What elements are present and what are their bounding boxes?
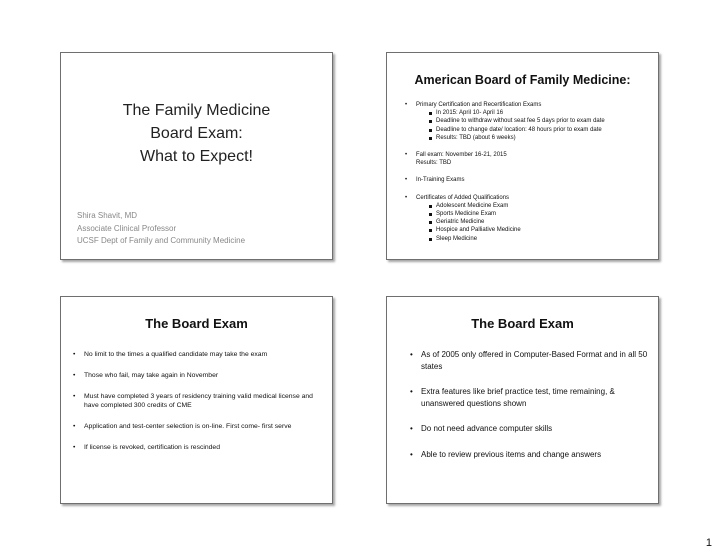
page-number: 1: [705, 537, 712, 549]
slide-board-exam-2: [386, 296, 659, 504]
bullet-list: [71, 350, 321, 464]
list-item-text: Primary Certification and Recertification Exams: [416, 102, 542, 108]
sub-item: Adolescent Medicine Exam: [427, 202, 655, 210]
author-name: Shira Shavit, MD: [77, 211, 138, 220]
slide-abfm: [386, 52, 659, 260]
list-item: • Application and test-center selection is on-line. First come- first serve: [71, 422, 321, 431]
sub-item: Deadline to withdraw without seat fee 5 days prior to exam date: [427, 117, 655, 125]
sub-item: Sports Medicine Exam: [427, 210, 655, 218]
title-line: Board Exam:: [150, 125, 243, 142]
sub-item: In 2015: April 10- April 16: [427, 109, 655, 117]
list-item: [405, 101, 655, 142]
sub-item: Sleep Medicine: [427, 235, 655, 243]
sub-item: Deadline to change date/ location: 48 hours prior to exam date: [427, 126, 655, 134]
list-item-text: Fall exam: November 16-21, 2015: [416, 152, 507, 159]
list-item: [405, 194, 655, 243]
sub-item: Hospice and Palliative Medicine: [427, 226, 655, 234]
list-item: [405, 176, 655, 184]
sub-list: [416, 202, 655, 243]
slide-heading: The Board Exam: [145, 316, 248, 331]
bullet-list: [405, 101, 655, 252]
slide-title: [60, 52, 333, 260]
list-item: • As of 2005 only offered in Computer-Based Format and in all 50 states: [407, 349, 652, 372]
sub-list: [416, 109, 655, 142]
list-item-text: In-Training Exams: [416, 177, 465, 184]
list-item: • Must have completed 3 years of residency training valid medical license and have completed 300 credits of CME: [71, 392, 321, 410]
list-item: • Able to review previous items and change answers: [407, 449, 652, 461]
sub-item: Geriatric Medicine: [427, 218, 655, 226]
author-position: Associate Clinical Professor: [77, 223, 177, 233]
title-line: What to Expect!: [140, 148, 253, 165]
slide-board-exam-1: [60, 296, 333, 504]
list-item-continuation: Results: TBD: [416, 160, 452, 167]
list-item: • Those who fail, may take again in November: [71, 371, 321, 380]
slide-heading: American Board of Family Medicine:: [414, 73, 631, 87]
list-item: • If license is revoked, certification is rescinded: [71, 443, 321, 452]
presentation-title: [61, 99, 332, 168]
list-item-text: Certificates of Added Qualifications: [416, 194, 510, 201]
author-block: [77, 210, 245, 248]
bullet-list: [407, 349, 652, 474]
slide-heading: The Board Exam: [471, 316, 574, 331]
sub-item: Results: TBD (about 6 weeks): [427, 134, 655, 142]
list-item: • No limit to the times a qualified candidate may take the exam: [71, 350, 321, 359]
title-line: The Family Medicine: [122, 102, 271, 119]
list-item: [405, 151, 655, 167]
list-item: • Do not need advance computer skills: [407, 423, 652, 435]
author-department: UCSF Dept of Family and Community Medicine: [77, 236, 246, 245]
list-item: • Extra features like brief practice test, time remaining, & unanswered questions shown: [407, 386, 652, 409]
